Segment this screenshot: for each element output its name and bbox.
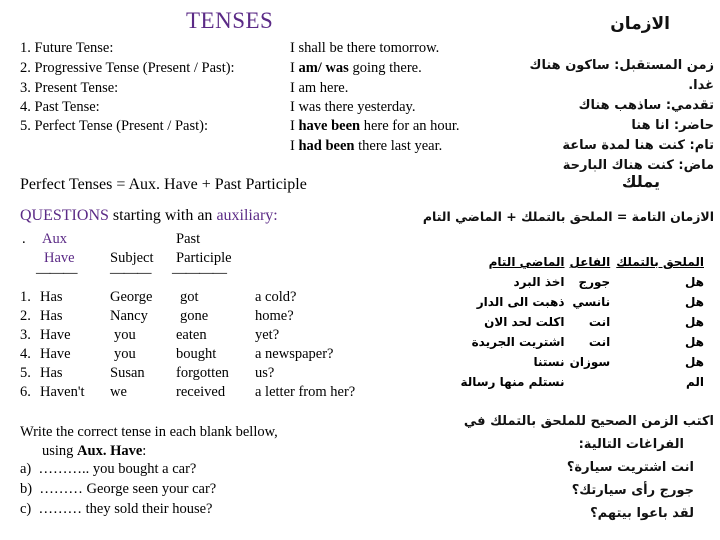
exercise-item-b <box>20 481 216 498</box>
exercise-instruction-2 <box>42 443 146 460</box>
instruction-text: : <box>142 443 147 459</box>
tense-example-1 <box>290 40 439 57</box>
tense-name-2: 2. Progressive Tense (Present / Past): <box>20 60 235 76</box>
arabic-line: لقد باعوا بيتهم؟ <box>590 506 694 521</box>
arabic-cell: هل <box>684 295 704 309</box>
row-aux: Has <box>40 365 63 381</box>
exercise-instruction: Write the correct tense in each blank bellow, <box>20 424 278 440</box>
row-rest: us? <box>255 365 275 381</box>
header-participle: Participle <box>176 250 232 266</box>
arabic-tenses-list <box>514 56 714 176</box>
arabic-line: اكتب الزمن الصحيح للملحق بالتملك في <box>463 414 714 429</box>
header-have: Have <box>44 250 75 266</box>
example-bold: am/ was <box>298 60 349 76</box>
row-participle: gone <box>180 308 209 324</box>
arabic-cell: الم <box>685 375 704 389</box>
row-aux: Have <box>40 346 71 362</box>
arabic-cell <box>567 372 613 392</box>
arabic-perfect-title: الازمان التامة = الملحق بالتملك + الماضي التام <box>422 209 714 224</box>
row-participle: forgotten <box>176 365 229 381</box>
questions-middle: starting with an <box>108 207 217 224</box>
tense-example-5 <box>290 118 460 135</box>
example-text: I am here. <box>290 80 349 96</box>
arabic-cell: هل <box>684 275 704 289</box>
dash-subject: ——— <box>110 265 151 281</box>
example-bold: had been <box>298 138 355 154</box>
row-rest: a newspaper? <box>255 346 334 362</box>
questions-word: QUESTIONS <box>20 207 109 224</box>
page-title: TENSES <box>186 8 274 33</box>
arabic-cell: انت <box>588 335 611 349</box>
arabic-table-row <box>456 272 706 292</box>
item-label: c) <box>20 501 32 517</box>
arabic-line: ماض: كنت هناك البارحة <box>562 158 714 173</box>
example-text: here for an hour. <box>360 118 460 134</box>
tense-example-3 <box>290 80 348 97</box>
example-text: I <box>290 60 299 76</box>
tense-example-2 <box>290 60 422 77</box>
row-participle: received <box>176 384 226 400</box>
arabic-line: انت اشتريت سيارة؟ <box>566 460 694 475</box>
arabic-cell: اكلت لحد الان <box>484 315 565 329</box>
arabic-cell: نستنا <box>533 355 565 369</box>
row-subject: George <box>110 289 153 305</box>
arabic-table-row <box>456 312 706 332</box>
row-num: 4. <box>20 346 31 362</box>
row-subject: Susan <box>110 365 145 381</box>
arabic-cell: انت <box>588 315 611 329</box>
arabic-cell: هل <box>684 335 704 349</box>
row-subject: we <box>110 384 127 400</box>
dash-participle: ———— <box>172 265 226 281</box>
perfect-tense-rule: Perfect Tenses = Aux. Have + Past Participle <box>20 176 307 193</box>
row-subject: you <box>114 346 136 362</box>
arabic-line: حاضر: انا هنا <box>631 118 714 133</box>
row-rest: a cold? <box>255 289 297 305</box>
row-num: 2. <box>20 308 31 324</box>
arabic-header: الماضي التام <box>488 255 565 269</box>
row-aux: Has <box>40 289 63 305</box>
tense-name-5: 5. Perfect Tense (Present / Past): <box>20 118 208 134</box>
auxiliary-word: auxiliary: <box>216 207 278 224</box>
row-subject: Nancy <box>110 308 148 324</box>
arabic-have: يملك <box>621 172 660 191</box>
item-label: a) <box>20 461 32 477</box>
example-text: I was there yesterday. <box>290 99 416 115</box>
arabic-cell: هل <box>684 315 704 329</box>
item-text: ……… they sold their house? <box>38 501 213 517</box>
row-rest: yet? <box>255 327 280 343</box>
instruction-bold: Aux. Have <box>77 443 143 459</box>
arabic-table <box>456 252 706 392</box>
example-bold: have been <box>298 118 361 134</box>
arabic-cell: اخذ البرد <box>513 275 565 289</box>
arabic-cell: نستلم منها رسالة <box>460 375 565 389</box>
item-text: ……….. you bought a car? <box>38 461 197 477</box>
example-text: I <box>290 118 299 134</box>
arabic-table-header <box>456 252 706 272</box>
arabic-cell: ذهبت الى الدار <box>476 295 565 309</box>
instruction-text: using <box>42 443 78 459</box>
arabic-table-row <box>456 332 706 352</box>
exercise-item-c <box>20 501 213 518</box>
row-aux: Has <box>40 308 63 324</box>
table-dot: . <box>22 231 26 247</box>
example-text: there last year. <box>354 138 443 154</box>
tense-example-4 <box>290 99 415 116</box>
example-text: I <box>290 138 299 154</box>
arabic-table-row <box>456 372 706 392</box>
arabic-cell: سوزان <box>569 355 611 369</box>
arabic-line: تقدمي: ساذهب هناك <box>578 98 714 113</box>
arabic-header: الفاعل <box>569 255 611 269</box>
arabic-header: الملحق بالتملك <box>616 255 704 269</box>
header-aux: Aux <box>42 231 67 247</box>
row-aux: Haven't <box>40 384 85 400</box>
row-subject: you <box>114 327 136 343</box>
example-text: going there. <box>348 60 422 76</box>
example-text: I shall be there tomorrow. <box>290 40 440 56</box>
arabic-cell: هل <box>684 355 704 369</box>
arabic-table-row <box>456 352 706 372</box>
arabic-cell: اشتريت الجريدة <box>471 335 565 349</box>
tense-name-3: 3. Present Tense: <box>20 80 119 96</box>
row-participle: eaten <box>176 327 207 343</box>
header-subject: Subject <box>110 250 154 266</box>
exercise-item-a <box>20 461 196 478</box>
arabic-line: الفراغات التالية: <box>578 437 684 452</box>
arabic-tenses-title: الازمان <box>610 14 670 34</box>
item-label: b) <box>20 481 33 497</box>
arabic-exercise <box>454 410 714 525</box>
header-past: Past <box>176 231 201 247</box>
arabic-table-row <box>456 292 706 312</box>
tense-name-1: 1. Future Tense: <box>20 40 114 56</box>
row-aux: Have <box>40 327 71 343</box>
questions-heading <box>20 207 278 225</box>
tense-name-4: 4. Past Tense: <box>20 99 100 115</box>
arabic-cell: نانسي <box>572 295 611 309</box>
row-participle: bought <box>176 346 217 362</box>
arabic-line: تام: كنت هنا لمدة ساعة <box>562 138 714 153</box>
tense-example-6 <box>290 138 442 155</box>
row-num: 3. <box>20 327 31 343</box>
dash-aux: ——— <box>36 265 77 281</box>
arabic-line: زمن المستقبل: ساكون هناك غدا. <box>529 58 714 93</box>
row-num: 5. <box>20 365 31 381</box>
row-rest: a letter from her? <box>255 384 356 400</box>
item-text: ……… George seen your car? <box>39 481 217 497</box>
row-participle: got <box>180 289 199 305</box>
arabic-line: جورج رأى سيارتك؟ <box>571 483 694 498</box>
arabic-cell: جورج <box>578 275 611 289</box>
row-num: 1. <box>20 289 31 305</box>
row-num: 6. <box>20 384 31 400</box>
row-rest: home? <box>255 308 294 324</box>
